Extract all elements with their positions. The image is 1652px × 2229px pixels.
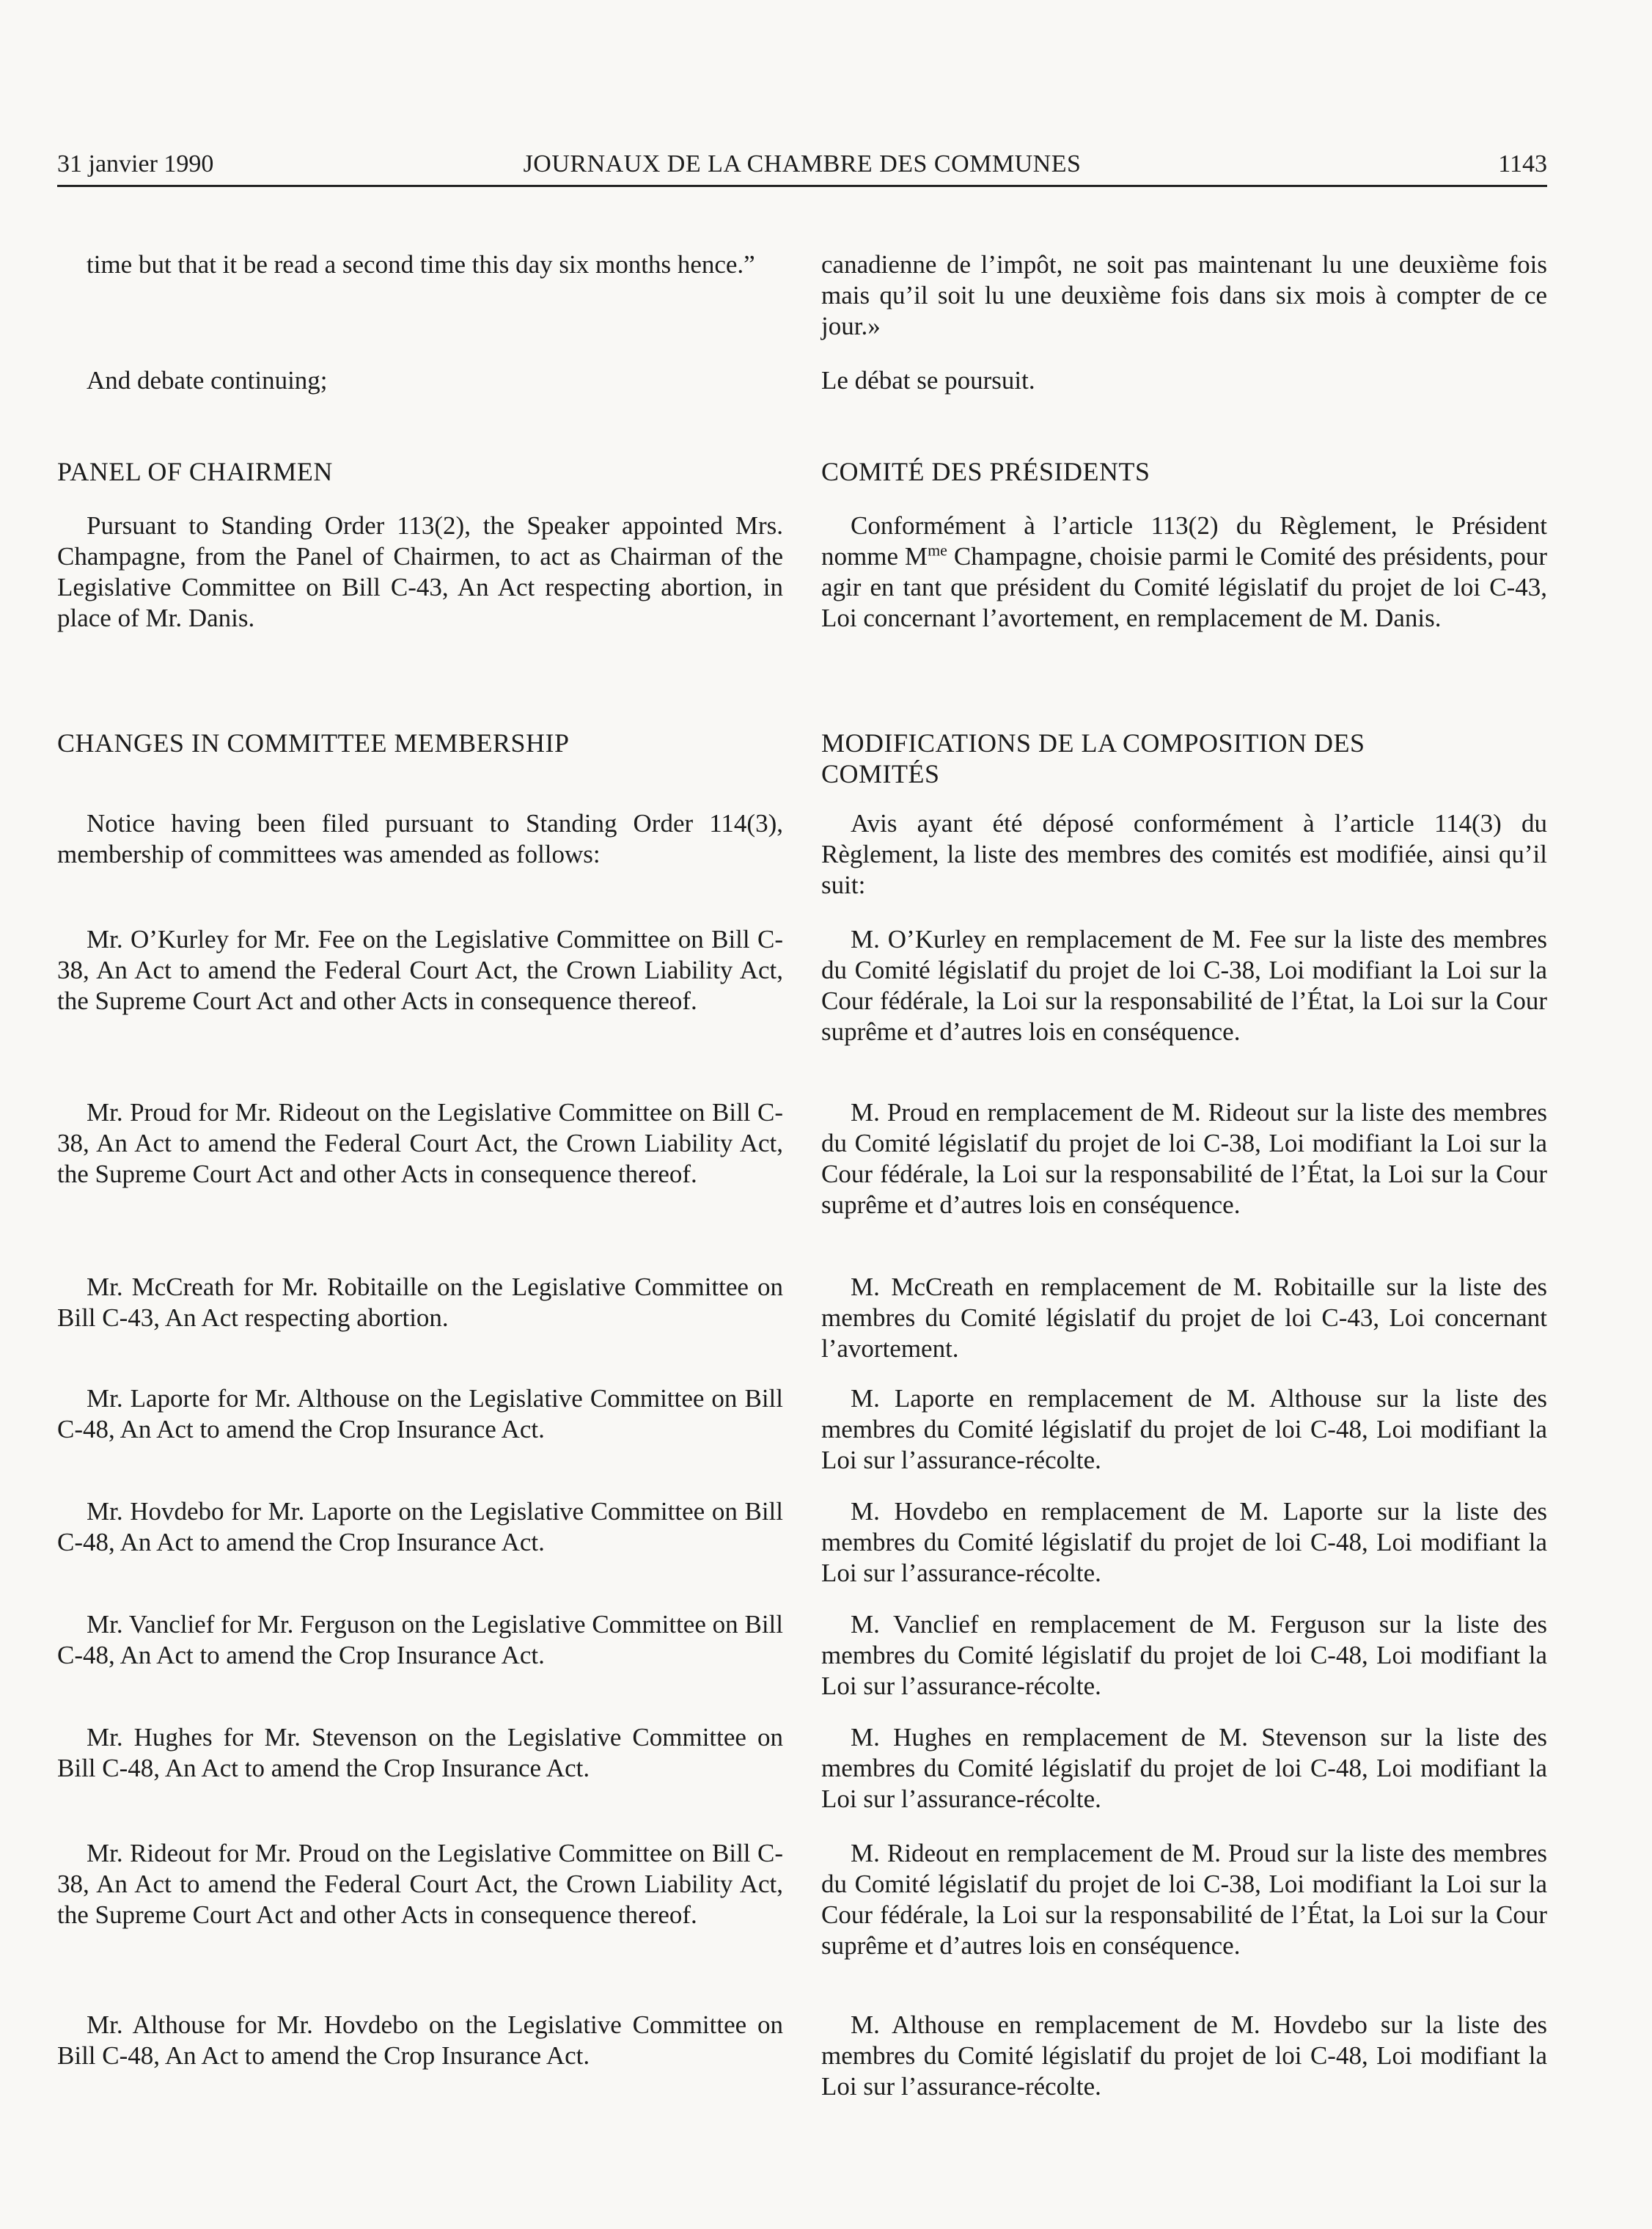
- list-item: [57, 1609, 783, 1671]
- list-item: [57, 1272, 783, 1333]
- en-item-text: Mr. Hovdebo for Mr. Laporte on the Legislative Committee on Bill C-48, An Act to amend the Crop Insurance Act.: [57, 1497, 783, 1556]
- fr-panel-text-before: Conformément à l’article 113(2) du Règlement, le Président nomme M: [821, 511, 1547, 571]
- list-item: [821, 2010, 1547, 2102]
- list-item: [821, 1722, 1547, 1815]
- en-debate-text: And debate continuing;: [87, 366, 328, 395]
- en-item-text: Mr. McCreath for Mr. Robitaille on the Legislative Committee on Bill C-43, An Act respecting abortion.: [57, 1273, 783, 1332]
- list-item: [57, 924, 783, 1017]
- fr-continuation-text: canadienne de l’impôt, ne soit pas maintenant lu une deuxième fois mais qu’il soit lu une deuxième fois dans six mois à compter de ce jour.»: [821, 250, 1547, 340]
- en-continuation: [57, 249, 783, 280]
- list-item: [821, 1097, 1547, 1220]
- fr-item-text: M. Althouse en remplacement de M. Hovdebo sur la liste des membres du Comité législatif du projet de loi C-48, Loi modifiant la Loi sur l’assurance-récolte.: [821, 2010, 1547, 2101]
- fr-debate: [821, 365, 1547, 396]
- list-item: [821, 1838, 1547, 1961]
- en-item-text: Mr. Hughes for Mr. Stevenson on the Legislative Committee on Bill C-48, An Act to amend the Crop Insurance Act.: [57, 1723, 783, 1782]
- en-panel-text: Pursuant to Standing Order 113(2), the Speaker appointed Mrs. Champagne, from the Panel of Chairmen, to act as Chairman of the Legislative Committee on Bill C-43, An Act respecting abortion, in place of Mr. Danis.: [57, 511, 783, 632]
- en-item-text: Mr. Rideout for Mr. Proud on the Legislative Committee on Bill C-38, An Act to amend the Federal Court Act, the Crown Liability Act, the Supreme Court Act and other Acts in consequence thereof.: [57, 1839, 783, 1929]
- list-item: [57, 2010, 783, 2071]
- list-item: [821, 1609, 1547, 1702]
- en-continuation-text: time but that it be read a second time this day six months hence.”: [87, 250, 755, 279]
- en-item-text: Mr. Laporte for Mr. Althouse on the Legislative Committee on Bill C-48, An Act to amend the Crop Insurance Act.: [57, 1384, 783, 1443]
- en-changes-section: [57, 728, 783, 758]
- fr-item-text: M. O’Kurley en remplacement de M. Fee sur la liste des membres du Comité législatif du projet de loi C-38, Loi modifiant la Loi sur la Cour fédérale, la Loi sur la responsabilité de l’État, la Loi sur la Cour suprême et d’autres lois en conséquence.: [821, 925, 1547, 1046]
- fr-item-text: M. Rideout en remplacement de M. Proud sur la liste des membres du Comité législatif du projet de loi C-38, Loi modifiant la Loi sur la Cour fédérale, la Loi sur la responsabilité de l’État, la Loi sur la Cour suprême et d’autres lois en conséquence.: [821, 1839, 1547, 1960]
- en-debate: [57, 365, 783, 396]
- fr-changes-section: [821, 728, 1547, 789]
- en-panel-heading: PANEL OF CHAIRMEN: [57, 457, 333, 486]
- list-item: [57, 1838, 783, 1930]
- en-changes-heading: CHANGES IN COMMITTEE MEMBERSHIP: [57, 728, 570, 758]
- en-item-text: Mr. O’Kurley for Mr. Fee on the Legislative Committee on Bill C-38, An Act to amend the Federal Court Act, the Crown Liability Act, the Supreme Court Act and other Acts in consequence thereof.: [57, 925, 783, 1015]
- fr-changes-intro: [821, 808, 1547, 901]
- list-item: [57, 1722, 783, 1784]
- fr-item-text: M. Vanclief en remplacement de M. Ferguson sur la liste des membres du Comité législatif du projet de loi C-48, Loi modifiant la Loi sur l’assurance-récolte.: [821, 1610, 1547, 1700]
- fr-continuation: [821, 249, 1547, 342]
- en-panel-section: [57, 456, 783, 487]
- page-number: 1143: [1498, 150, 1547, 177]
- en-item-text: Mr. Proud for Mr. Rideout on the Legislative Committee on Bill C-38, An Act to amend the Federal Court Act, the Crown Liability Act, the Supreme Court Act and other Acts in consequence thereof.: [57, 1098, 783, 1188]
- en-changes-intro-text: Notice having been filed pursuant to Standing Order 114(3), membership of committees was amended as follows:: [57, 809, 783, 868]
- list-item: [821, 1272, 1547, 1364]
- fr-changes-intro-text: Avis ayant été déposé conformément à l’article 114(3) du Règlement, la liste des membres des comités est modifiée, ainsi qu’il suit:: [821, 809, 1547, 899]
- fr-panel-body: [821, 510, 1547, 634]
- running-header: [57, 148, 1547, 187]
- fr-changes-heading: MODIFICATIONS DE LA COMPOSITION DES COMITÉS: [821, 728, 1365, 788]
- list-item: [57, 1496, 783, 1558]
- en-item-text: Mr. Vanclief for Mr. Ferguson on the Legislative Committee on Bill C-48, An Act to amend the Crop Insurance Act.: [57, 1610, 783, 1669]
- fr-item-text: M. McCreath en remplacement de M. Robitaille sur la liste des membres du Comité législatif du projet de loi C-43, Loi concernant l’avortement.: [821, 1273, 1547, 1363]
- list-item: [821, 1383, 1547, 1476]
- fr-panel-text: [821, 510, 1547, 634]
- fr-panel-heading: COMITÉ DES PRÉSIDENTS: [821, 457, 1150, 486]
- en-panel-body: [57, 510, 783, 634]
- fr-item-text: M. Hovdebo en remplacement de M. Laporte sur la liste des membres du Comité législatif du projet de loi C-48, Loi modifiant la Loi sur l’assurance-récolte.: [821, 1497, 1547, 1587]
- fr-item-text: M. Proud en remplacement de M. Rideout sur la liste des membres du Comité législatif du projet de loi C-38, Loi modifiant la Loi sur la Cour fédérale, la Loi sur la responsabilité de l’État, la Loi sur la Cour suprême et d’autres lois en conséquence.: [821, 1098, 1547, 1219]
- fr-panel-section: [821, 456, 1547, 487]
- header-title: JOURNAUX DE LA CHAMBRE DES COMMUNES: [523, 150, 1082, 177]
- list-item: [57, 1383, 783, 1445]
- list-item: [821, 924, 1547, 1047]
- fr-debate-text: Le débat se poursuit.: [821, 366, 1035, 395]
- en-item-text: Mr. Althouse for Mr. Hovdebo on the Legislative Committee on Bill C-48, An Act to amend the Crop Insurance Act.: [57, 2010, 783, 2070]
- fr-panel-text-after: Champagne, choisie parmi le Comité des présidents, pour agir en tant que président du Comité législatif du projet de loi C-43, Loi concernant l’avortement, en remplacement de M. Danis.: [821, 542, 1548, 632]
- fr-item-text: M. Laporte en remplacement de M. Althouse sur la liste des membres du Comité législatif du projet de loi C-48, Loi modifiant la Loi sur l’assurance-récolte.: [821, 1384, 1547, 1474]
- en-changes-intro: [57, 808, 783, 870]
- header-date: 31 janvier 1990: [57, 150, 214, 177]
- list-item: [821, 1496, 1547, 1589]
- fr-panel-text-sup: me: [928, 541, 947, 560]
- list-item: [57, 1097, 783, 1190]
- fr-item-text: M. Hughes en remplacement de M. Stevenson sur la liste des membres du Comité législatif du projet de loi C-48, Loi modifiant la Loi sur l’assurance-récolte.: [821, 1723, 1547, 1813]
